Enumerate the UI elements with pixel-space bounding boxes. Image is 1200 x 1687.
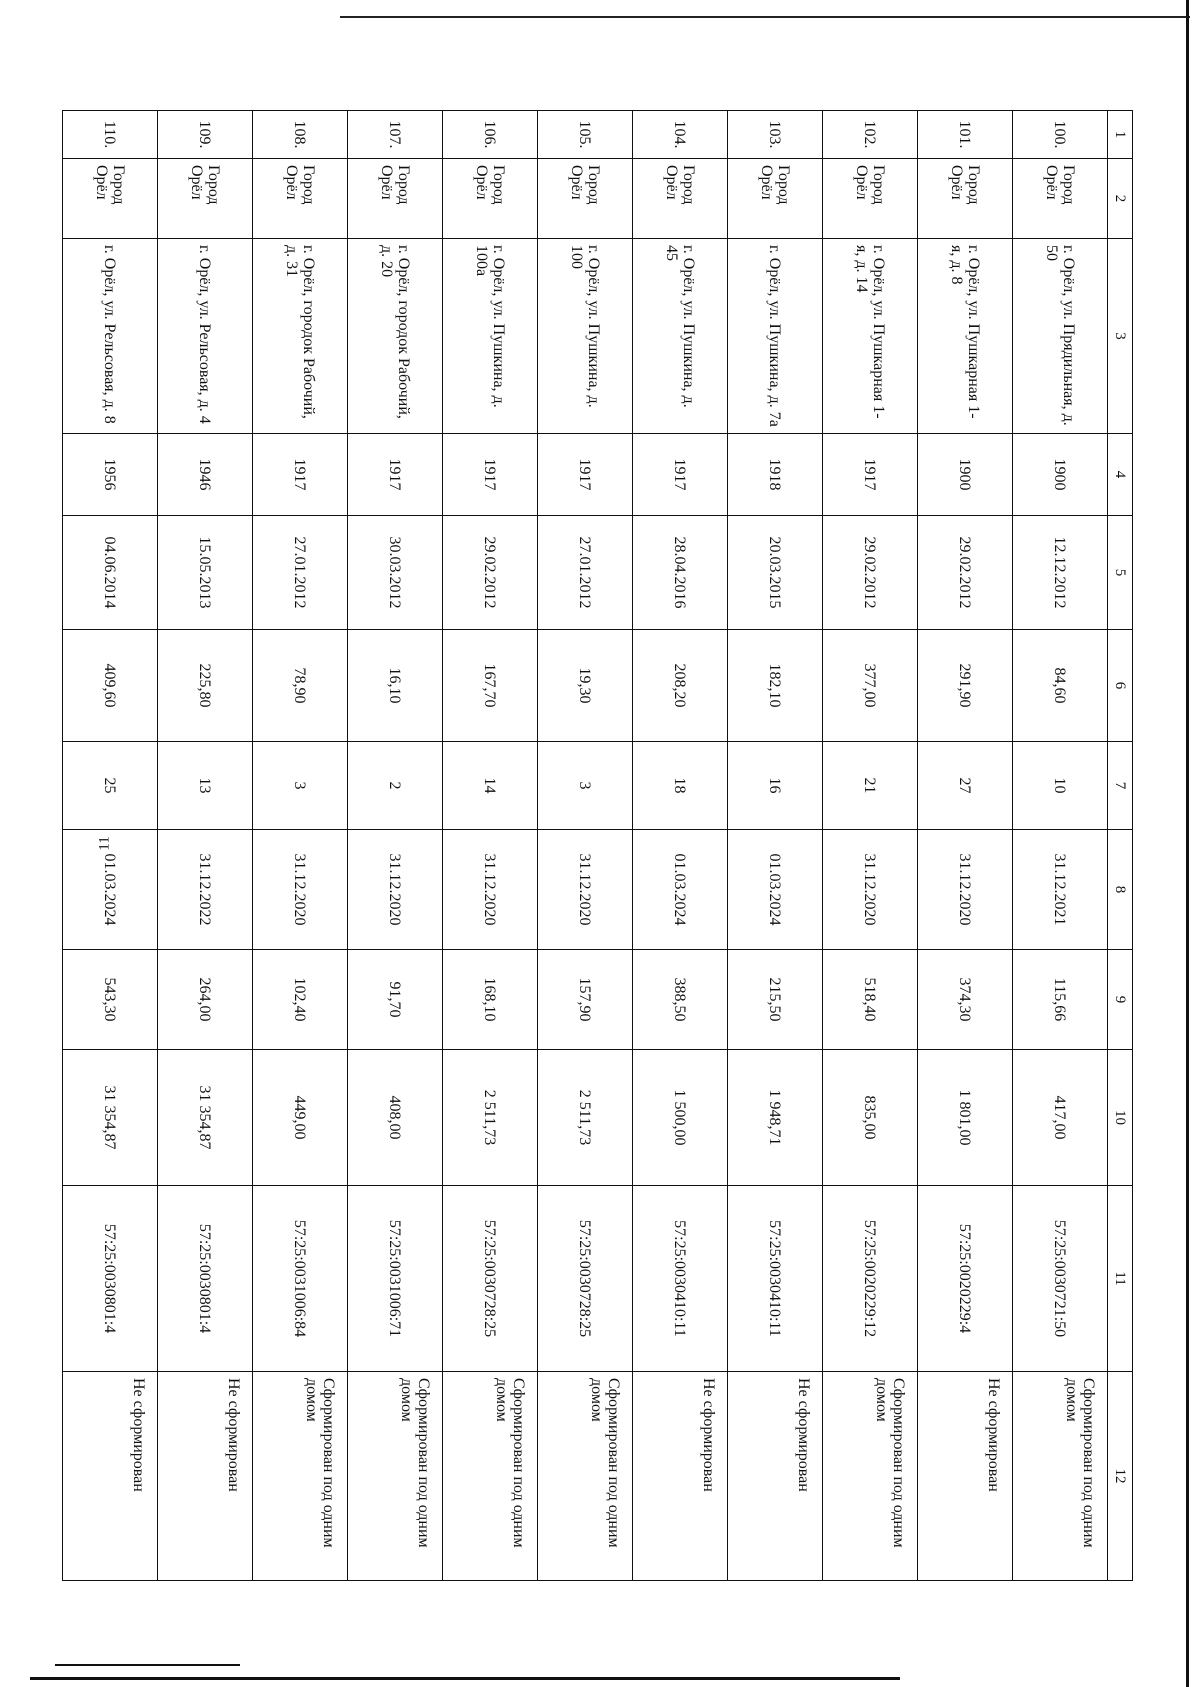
year-built-cell: 1917 — [253, 434, 348, 516]
year-built-cell: 1917 — [633, 434, 728, 516]
residents-count-cell: 16 — [728, 742, 823, 830]
column-header: 8 — [1108, 830, 1133, 950]
residents-count-cell: 13 — [158, 742, 253, 830]
column-header: 11 — [1108, 1186, 1133, 1372]
page-number: 11 — [96, 836, 113, 851]
residents-count-cell: 3 — [253, 742, 348, 830]
column-header: 12 — [1108, 1372, 1133, 1581]
relocation-deadline-cell: 31.12.2022 — [158, 830, 253, 950]
relocation-deadline-cell: 31.12.2020 — [253, 830, 348, 950]
table-body — [63, 111, 1108, 1581]
land-area-cell: 1 948,71 — [728, 1050, 823, 1186]
column-header: 1 — [1108, 111, 1133, 159]
year-built-cell: 1917 — [348, 434, 443, 516]
year-built-cell: 1918 — [728, 434, 823, 516]
relocation-deadline-cell: 31.12.2020 — [443, 830, 538, 950]
housing-table — [62, 110, 1133, 1581]
address-cell: г. Орёл, ул. Пушкарная 1-я, д. 8 — [918, 239, 1013, 434]
table-row — [823, 111, 918, 1581]
cadastral-number-cell: 57:25:0020229:4 — [918, 1186, 1013, 1372]
municipality-cell: Город Орёл — [1013, 159, 1108, 239]
total-area-cell: 518,40 — [823, 950, 918, 1050]
residents-count-cell: 14 — [443, 742, 538, 830]
row-number-cell: 103. — [728, 111, 823, 159]
land-plot-status-cell: Сформирован под одним домом — [443, 1372, 538, 1581]
relocation-deadline-cell: 31.12.2020 — [918, 830, 1013, 950]
table-row — [633, 111, 728, 1581]
emergency-area-cell: 377,00 — [823, 630, 918, 742]
municipality-cell: Город Орёл — [443, 159, 538, 239]
cadastral-number-cell: 57:25:0030801:4 — [158, 1186, 253, 1372]
emergency-area-cell: 78,90 — [253, 630, 348, 742]
residents-count-cell: 27 — [918, 742, 1013, 830]
recognition-date-cell: 27.01.2012 — [253, 516, 348, 630]
total-area-cell: 157,90 — [538, 950, 633, 1050]
scan-border-bottom — [30, 1677, 900, 1680]
land-plot-status-cell: Сформирован под одним домом — [253, 1372, 348, 1581]
address-cell: г. Орёл, городок Рабочий, д. 31 — [253, 239, 348, 434]
total-area-cell: 374,30 — [918, 950, 1013, 1050]
recognition-date-cell: 20.03.2015 — [728, 516, 823, 630]
address-cell: г. Орёл, ул. Рельсовая, д. 8 — [63, 239, 158, 434]
cadastral-number-cell: 57:25:0030728:25 — [538, 1186, 633, 1372]
column-header: 4 — [1108, 434, 1133, 516]
municipality-cell: Город Орёл — [728, 159, 823, 239]
total-area-cell: 91,70 — [348, 950, 443, 1050]
cadastral-number-cell: 57:25:0030721:50 — [1013, 1186, 1108, 1372]
land-plot-status-cell: Не сформирован — [158, 1372, 253, 1581]
row-number-cell: 110. — [63, 111, 158, 159]
address-cell: г. Орёл, городок Рабочий, д. 20 — [348, 239, 443, 434]
recognition-date-cell: 30.03.2012 — [348, 516, 443, 630]
row-number-cell: 106. — [443, 111, 538, 159]
relocation-deadline-cell: 31.12.2020 — [823, 830, 918, 950]
municipality-cell: Город Орёл — [253, 159, 348, 239]
column-header: 10 — [1108, 1050, 1133, 1186]
recognition-date-cell: 29.02.2012 — [918, 516, 1013, 630]
address-cell: г. Орёл, ул. Пушкина, д. 7а — [728, 239, 823, 434]
column-header: 2 — [1108, 159, 1133, 239]
land-area-cell: 2 511,73 — [538, 1050, 633, 1186]
table-header-row — [1108, 111, 1133, 1581]
emergency-area-cell: 182,10 — [728, 630, 823, 742]
table-row — [443, 111, 538, 1581]
land-plot-status-cell: Не сформирован — [728, 1372, 823, 1581]
residents-count-cell: 21 — [823, 742, 918, 830]
recognition-date-cell: 27.01.2012 — [538, 516, 633, 630]
emergency-area-cell: 16,10 — [348, 630, 443, 742]
row-number-cell: 104. — [633, 111, 728, 159]
recognition-date-cell: 29.02.2012 — [823, 516, 918, 630]
table-row — [728, 111, 823, 1581]
year-built-cell: 1917 — [538, 434, 633, 516]
relocation-deadline-cell: 01.03.2024 — [63, 830, 158, 950]
land-plot-status-cell: Не сформирован — [63, 1372, 158, 1581]
total-area-cell: 102,40 — [253, 950, 348, 1050]
land-area-cell: 31 354,87 — [63, 1050, 158, 1186]
total-area-cell: 115,66 — [1013, 950, 1108, 1050]
recognition-date-cell: 12.12.2012 — [1013, 516, 1108, 630]
cadastral-number-cell: 57:25:0030728:25 — [443, 1186, 538, 1372]
land-area-cell: 835,00 — [823, 1050, 918, 1186]
relocation-deadline-cell: 31.12.2020 — [538, 830, 633, 950]
document-table-container — [93, 110, 1133, 1580]
residents-count-cell: 3 — [538, 742, 633, 830]
table-row — [918, 111, 1013, 1581]
cadastral-number-cell: 57:25:0030410:11 — [633, 1186, 728, 1372]
cadastral-number-cell: 57:25:0031006:71 — [348, 1186, 443, 1372]
scan-border-right — [1186, 0, 1189, 1687]
municipality-cell: Город Орёл — [918, 159, 1013, 239]
row-number-cell: 100. — [1013, 111, 1108, 159]
cadastral-number-cell: 57:25:0031006:84 — [253, 1186, 348, 1372]
address-cell: г. Орёл, ул. Прядильная, д. 50 — [1013, 239, 1108, 434]
address-cell: г. Орёл, ул. Пушкина, д. 100 — [538, 239, 633, 434]
municipality-cell: Город Орёл — [633, 159, 728, 239]
row-number-cell: 105. — [538, 111, 633, 159]
residents-count-cell: 25 — [63, 742, 158, 830]
land-plot-status-cell: Сформирован под одним домом — [538, 1372, 633, 1581]
year-built-cell: 1900 — [1013, 434, 1108, 516]
cadastral-number-cell: 57:25:0020229:12 — [823, 1186, 918, 1372]
total-area-cell: 215,50 — [728, 950, 823, 1050]
emergency-area-cell: 409,60 — [63, 630, 158, 742]
emergency-area-cell: 167,70 — [443, 630, 538, 742]
emergency-area-cell: 225,80 — [158, 630, 253, 742]
row-number-cell: 108. — [253, 111, 348, 159]
land-plot-status-cell: Не сформирован — [633, 1372, 728, 1581]
land-area-cell: 417,00 — [1013, 1050, 1108, 1186]
row-number-cell: 107. — [348, 111, 443, 159]
total-area-cell: 543,30 — [63, 950, 158, 1050]
year-built-cell: 1946 — [158, 434, 253, 516]
year-built-cell: 1900 — [918, 434, 1013, 516]
address-cell: г. Орёл, ул. Пушкина, д. 45 — [633, 239, 728, 434]
column-header: 7 — [1108, 742, 1133, 830]
residents-count-cell: 2 — [348, 742, 443, 830]
total-area-cell: 168,10 — [443, 950, 538, 1050]
row-number-cell: 102. — [823, 111, 918, 159]
municipality-cell: Город Орёл — [63, 159, 158, 239]
municipality-cell: Город Орёл — [348, 159, 443, 239]
year-built-cell: 1917 — [823, 434, 918, 516]
table-row — [158, 111, 253, 1581]
residents-count-cell: 10 — [1013, 742, 1108, 830]
address-cell: г. Орёл, ул. Пушкарная 1-я, д. 14 — [823, 239, 918, 434]
municipality-cell: Город Орёл — [823, 159, 918, 239]
land-plot-status-cell: Сформирован под одним домом — [348, 1372, 443, 1581]
emergency-area-cell: 291,90 — [918, 630, 1013, 742]
row-number-cell: 101. — [918, 111, 1013, 159]
recognition-date-cell: 29.02.2012 — [443, 516, 538, 630]
column-header: 5 — [1108, 516, 1133, 630]
scan-border-top — [340, 16, 1190, 18]
cadastral-number-cell: 57:25:0030801:4 — [63, 1186, 158, 1372]
table-row — [253, 111, 348, 1581]
recognition-date-cell: 04.06.2014 — [63, 516, 158, 630]
total-area-cell: 388,50 — [633, 950, 728, 1050]
municipality-cell: Город Орёл — [158, 159, 253, 239]
land-plot-status-cell: Сформирован под одним домом — [823, 1372, 918, 1581]
address-cell: г. Орёл, ул. Пушкина, д. 100а — [443, 239, 538, 434]
table-row — [63, 111, 158, 1581]
year-built-cell: 1956 — [63, 434, 158, 516]
row-number-cell: 109. — [158, 111, 253, 159]
table-row — [348, 111, 443, 1581]
recognition-date-cell: 15.05.2013 — [158, 516, 253, 630]
column-header: 3 — [1108, 239, 1133, 434]
relocation-deadline-cell: 01.03.2024 — [633, 830, 728, 950]
land-area-cell: 2 511,73 — [443, 1050, 538, 1186]
land-area-cell: 1 500,00 — [633, 1050, 728, 1186]
footnote-rule — [55, 1664, 240, 1666]
table-row — [1013, 111, 1108, 1581]
emergency-area-cell: 208,20 — [633, 630, 728, 742]
relocation-deadline-cell: 01.03.2024 — [728, 830, 823, 950]
land-area-cell: 408,00 — [348, 1050, 443, 1186]
land-area-cell: 449,00 — [253, 1050, 348, 1186]
land-plot-status-cell: Сформирован под одним домом — [1013, 1372, 1108, 1581]
column-header: 6 — [1108, 630, 1133, 742]
emergency-area-cell: 19,30 — [538, 630, 633, 742]
table-row — [538, 111, 633, 1581]
land-plot-status-cell: Не сформирован — [918, 1372, 1013, 1581]
land-area-cell: 1 801,00 — [918, 1050, 1013, 1186]
year-built-cell: 1917 — [443, 434, 538, 516]
municipality-cell: Город Орёл — [538, 159, 633, 239]
address-cell: г. Орёл, ул. Рельсовая, д. 4 — [158, 239, 253, 434]
recognition-date-cell: 28.04.2016 — [633, 516, 728, 630]
residents-count-cell: 18 — [633, 742, 728, 830]
land-area-cell: 31 354,87 — [158, 1050, 253, 1186]
relocation-deadline-cell: 31.12.2020 — [348, 830, 443, 950]
total-area-cell: 264,00 — [158, 950, 253, 1050]
relocation-deadline-cell: 31.12.2021 — [1013, 830, 1108, 950]
column-header: 9 — [1108, 950, 1133, 1050]
emergency-area-cell: 84,60 — [1013, 630, 1108, 742]
cadastral-number-cell: 57:25:0030410:11 — [728, 1186, 823, 1372]
